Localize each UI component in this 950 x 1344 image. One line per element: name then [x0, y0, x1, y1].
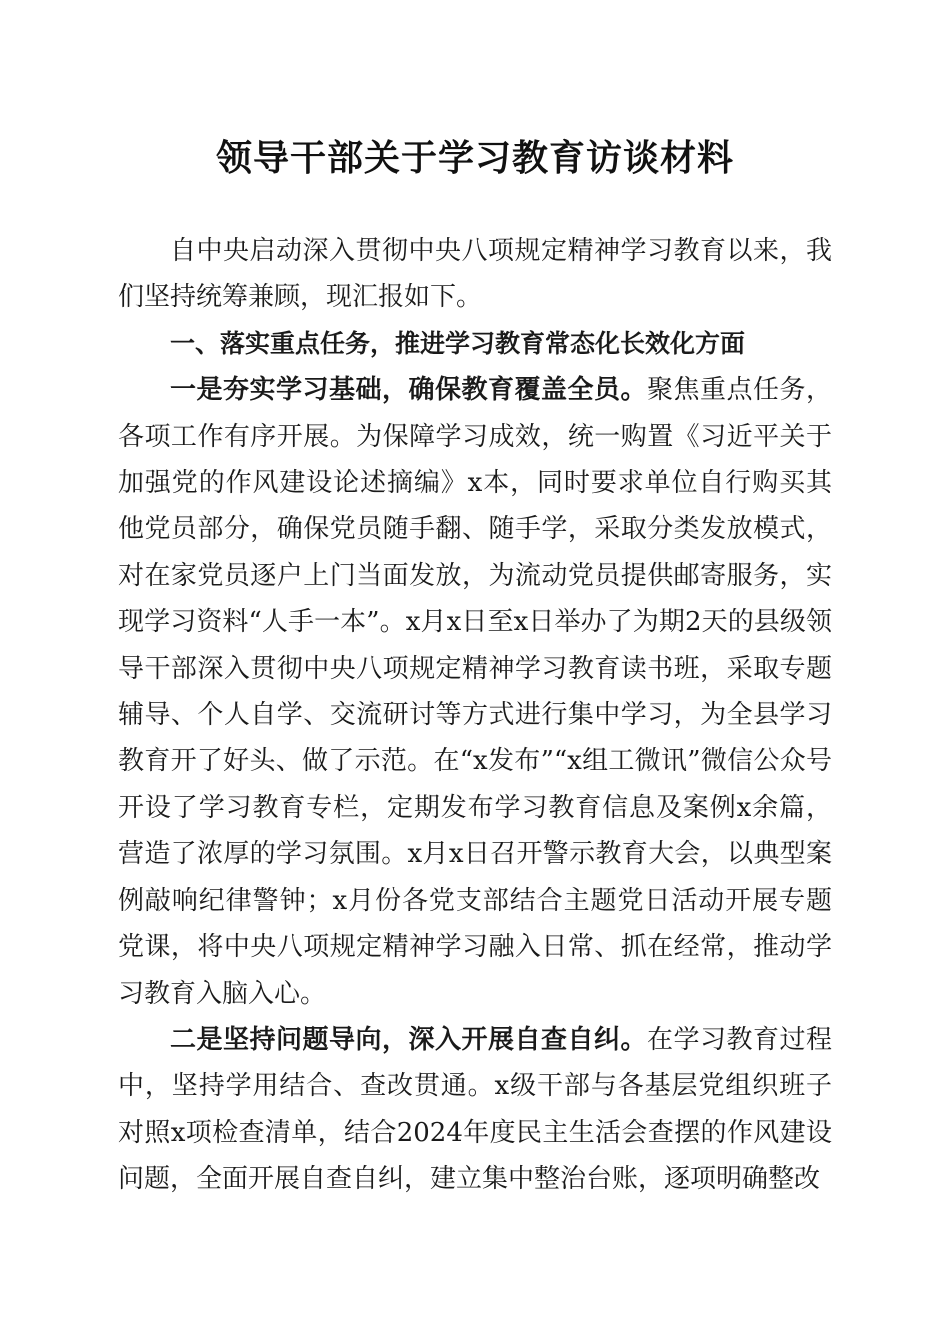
- paragraph-2-text: 在学习教育过程中，坚持学用结合、查改贯通。x级干部与各基层党组织班子对照x项检查清单，结合2024年度民主生活会查摆的作风建设问题，全面开展自查自纠，建立集中整治台账，逐项明确整改: [118, 1024, 832, 1195]
- paragraph-1-lead: 一是夯实学习基础，确保教育覆盖全员。: [170, 375, 647, 406]
- document-title: 领导干部关于学习教育访谈材料: [215, 137, 734, 179]
- paragraph-1: [118, 367, 832, 1017]
- paragraph-2: [118, 1017, 832, 1203]
- document-body: [118, 228, 832, 1203]
- intro-paragraph: 自中央启动深入贯彻中央八项规定精神学习教育以来，我们坚持统筹兼顾，现汇报如下。: [118, 236, 832, 313]
- paragraph-1-text: 聚焦重点任务，各项工作有序开展。为保障学习成效，统一购置《习近平关于加强党的作风建设论述摘编》x本，同时要求单位自行购买其他党员部分，确保党员随手翻、随手学，采取分类发放模式，对在家党员逐户上门当面发放，为流动党员提供邮寄服务，实现学习资料“人手一本”。x月x日至x日举办了为期2天的县级领导干部深入贯彻中央八项规定精神学习教育读书班，采取专题辅导、个人自学、交流研讨等方式进行集中学习，为全县学习教育开了好头、做了示范。在“x发布”“x组工微讯”微信公众号开设了学习教育专栏，定期发布学习教育信息及案例x余篇，营造了浓厚的学习氛围。x月x日召开警示教育大会，以典型案例敲响纪律警钟；x月份各党支部结合主题党日活动开展专题党课，将中央八项规定精神学习融入日常、抓在经常，推动学习教育入脑入心。: [118, 375, 832, 1009]
- paragraph-2-lead: 二是坚持问题导向，深入开展自查自纠。: [170, 1024, 647, 1055]
- section-heading: 一、落实重点任务，推进学习教育常态化长效化方面: [170, 328, 746, 358]
